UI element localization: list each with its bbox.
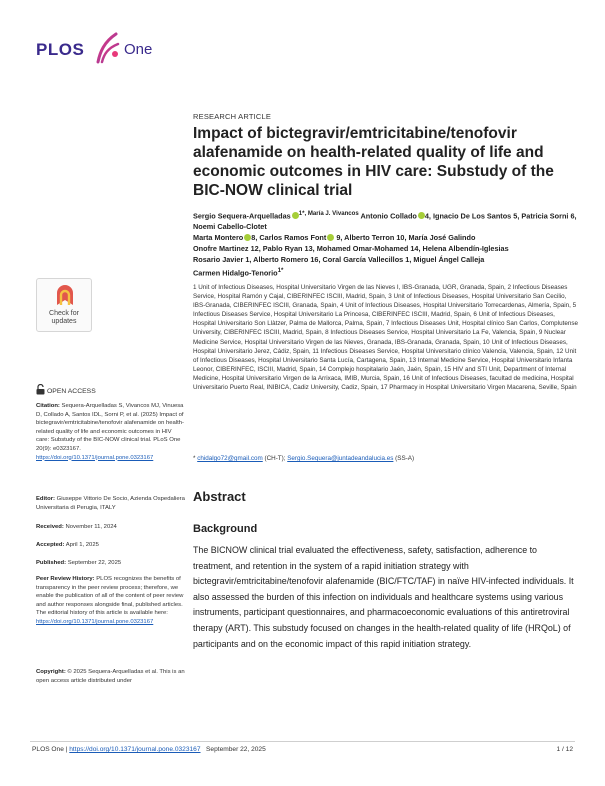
- citation-block: Citation: Sequera-Arquelladas S, Vivancos MJ, Vinuesa D, Collado A, Santos IDL, Sorni P, et al. (2025) Impact of bictegravir/emtricitabine/tenofovir alafenamide on health-related quality of life and economic outcomes in HIV care: Substudy of the BIC-NOW clinical trial. PLoS One 20(9): e0323167. https://doi.org/10.1371/journal.pone.0323167: [36, 403, 184, 461]
- email-link[interactable]: chidalgo72@gmail.com: [197, 455, 263, 462]
- affiliations: 1 Unit of Infectious Diseases, Hospital Universitario Virgen de las Nieves I, IBS-Granada, UGR, Granada, Spain, 2 Infectious Diseases Service, Hospital Ramón y Cajal, CIBERINFEC ISCIII, Madrid, Spain, 3 Unit of Infectious Diseases, Hospital Universitario San Cecilio, IBS-Granada, CIBERINFEC ISCIII, Granada, Spain, 4 Unit of Infectious Diseases, Hospital Universitario Torrecardenas, Almería, Spain, 5 Infectious Diseases Service, Hospital Universitario La Princesa, CIBERINFEC ISCIII, Madrid, Spain, 6 Unit of Infectious Diseases, Hospital Universitario Son Llàtzer, Palma de Mallorca, Palma, Spain, 7 Infectious Diseases Unit, Hospital clínico San Carlos, Complutense University, CIBERINFEC ISCIII, Madrid, Spain, 8 Infectious Diseases Service, Hospital Universitario La Fe, Valencia, Spain, 9 Nuclear Medicine Service, Hospital Universitario Virgen de las Nieves, Granada, IBS-Granada, Granada, Spain, 10 Unit of Infectious Diseases, Hospital Universitario Jerez, Cádiz, Spain, 11 Infectious Diseases Service, Hospital Universitario clínico Valencia, Valencia, Spain, 12 Unit of Infectious Diseases, Hospital Universitario Santa Lucía, Cartagena, Spain, 13 Internal Medicine Service, Hospital Universitario Infanta Leonor, CIBERINFEC, ISCIII, Madrid, Spain, 14 Complejo hospitalario Jaén, Jaén, Spain, 15 HIV and STI Unit, Department of Internal Medicine, Hospital Universitario Virgen de la Arrixaca, IMIB, Murcia, Spain, 16 Unit of Infectious Diseases, facultad de medicina, Hospital Universitario Puerto Real, INIBICA, Cadiz University, Cadiz, Spain, 17 Pharmacy in Hospital Universitario Virgen Macarena, Seville, Spain: [193, 284, 578, 392]
- background-heading: Background: [193, 523, 258, 535]
- journal-logo[interactable]: [36, 28, 153, 76]
- orcid-icon[interactable]: [327, 234, 334, 241]
- logo-one-text: One: [124, 41, 153, 58]
- article-title: Impact of bictegravir/emtricitabine/tenofovir alafenamide on health-related quality of life and economic outcomes in HIV care: Substudy of the BIC-NOW clinical trial: [193, 125, 554, 199]
- email-link[interactable]: Sergio.Sequera@juntadeandalucia.es: [287, 455, 394, 462]
- footer-divider: [30, 741, 575, 742]
- plos-logo-mark-icon: [94, 32, 122, 66]
- correspondence: * chidalgo72@gmail.com (CH-T); Sergio.Sequera@juntadeandalucia.es (SS-A): [193, 455, 415, 462]
- review-doi-link[interactable]: https://doi.org/10.1371/journal.pone.0323167: [36, 618, 154, 625]
- author-name[interactable]: Antonio Collado: [360, 211, 417, 221]
- author-name[interactable]: Sergio Sequera-Arquelladas: [193, 211, 291, 221]
- footer: PLOS One | https://doi.org/10.1371/journal.pone.0323167 September 22, 2025: [32, 746, 266, 753]
- citation-doi-link[interactable]: https://doi.org/10.1371/journal.pone.0323167: [36, 454, 154, 461]
- open-access-badge: OPEN ACCESS: [36, 384, 96, 395]
- footer-doi-link[interactable]: https://doi.org/10.1371/journal.pone.0323167: [69, 746, 201, 753]
- orcid-icon[interactable]: [418, 212, 425, 219]
- open-lock-icon: [36, 384, 45, 395]
- author-name[interactable]: Carmen Hidalgo-Tenorio: [193, 268, 278, 278]
- received-date: Received: November 11, 2024: [36, 524, 117, 530]
- author-name[interactable]: Marta Montero: [193, 233, 244, 243]
- abstract-heading: Abstract: [193, 489, 246, 504]
- author-list: Sergio Sequera-Arquelladas $^{1*, María J. Vivancos}$ Antonio Collado 4, Ignacio De Los Santos 5, Patricia Sorni 6, Noemi Cabello-Clotet Marta Montero 8, Carlos Ramos Font 9, Alberto Terron 10, María José Galindo Onofre Martinez 12, Pablo Ryan 13, Mohamed Omar-Mohamed 14, Helena Albendín-Iglesias Rosario Javier 1, Alberto Romero 16, Coral García Vallecillos 1, Miguel Ángel Calleja Carmen Hidalgo-Tenorio$^{1*}$: [193, 210, 577, 278]
- author-name[interactable]: Onofre Martinez: [193, 244, 249, 254]
- copyright-block: Copyright: © 2025 Sequera-Arquelladas et al. This is an open access article distributed under: [36, 669, 185, 684]
- accepted-date: Accepted: April 1, 2025: [36, 542, 99, 548]
- background-paragraph: The BICNOW clinical trial evaluated the effectiveness, safety, satisfaction, adherence to treatment, and retention in the system of a rapid initiation strategy with bictegravir/emtricitabine/tenofovir alafenamide (BIC/FTC/TAF) in naïve HIV-infected individuals. It also assessed the burden of this infection on individuals and healthcare systems using various instruments, participant questionnaires, and pharmacoeconomic evaluations of this antiretroviral therapy (ART). This substudy focused on changes in the health-related quality of life (HRQoL) of participants and on the economic impact of this rapid initiation strategy.: [193, 545, 574, 649]
- article-type-label: RESEARCH ARTICLE: [193, 112, 272, 121]
- editor-block: Editor: Giuseppe Vittorio De Socio, Azienda Ospedaliera Universitaria di Perugia, ITALY: [36, 496, 185, 511]
- check-for-updates-button[interactable]: Check for updates: [36, 278, 92, 332]
- published-date: Published: September 22, 2025: [36, 560, 122, 566]
- peer-review-history: Peer Review History: PLOS recognizes the benefits of transparency in the peer review process; therefore, we enable the publication of all of the content of peer review and author responses alongside final, published articles. The editorial history of this article is available here: https://doi.org/10.1371/journal.pone.0323167: [36, 576, 184, 625]
- author-name[interactable]: Rosario Javier: [193, 255, 244, 265]
- logo-plos-text: PLOS: [36, 40, 85, 59]
- page-number: 1 / 12: [556, 746, 573, 753]
- check-updates-icon: [52, 283, 78, 309]
- orcid-icon[interactable]: [292, 212, 299, 219]
